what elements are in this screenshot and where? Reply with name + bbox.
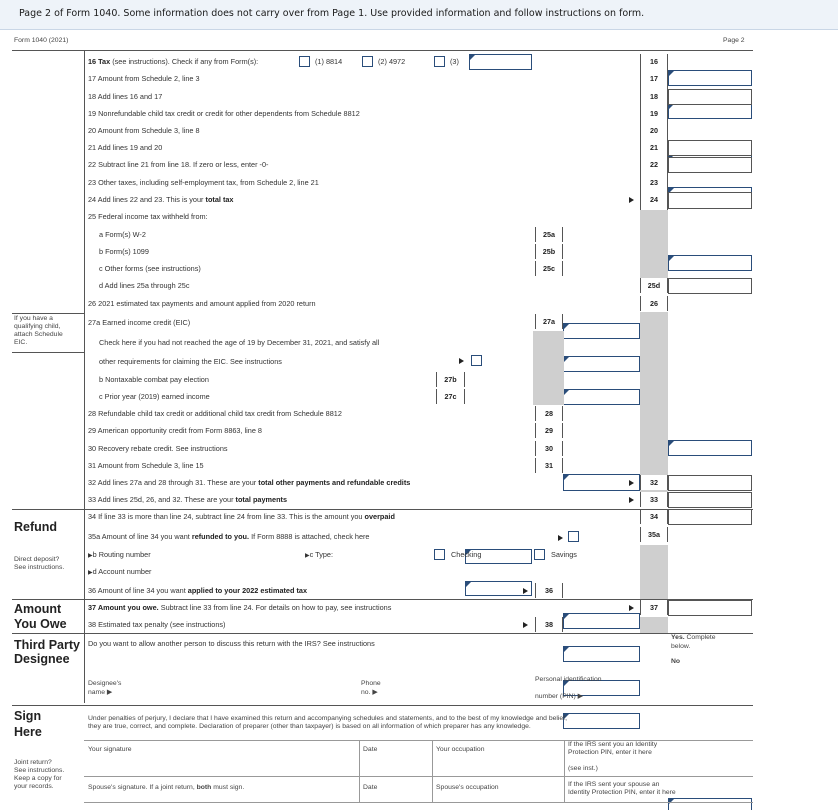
ip-pin-note-2: Protection PIN, enter it here: [568, 749, 652, 756]
line-25d-num: 25d: [640, 278, 668, 293]
gray-block-27: [640, 312, 668, 498]
line-19-num: 19: [650, 109, 658, 118]
form-4972-checkbox[interactable]: [362, 56, 373, 67]
refund-heading: Refund: [14, 520, 58, 534]
arrow-icon: [629, 605, 634, 611]
line-32-num: 32: [640, 475, 668, 490]
signature-mid-rule: [84, 776, 753, 777]
designee-question: Do you want to allow another person to discuss this return with the IRS? See instructions: [88, 639, 375, 648]
line-18-num: 18: [650, 92, 658, 101]
your-signature-label: Your signature: [88, 746, 132, 753]
see-inst-label: (see inst.): [568, 765, 598, 772]
eic-note-2: qualifying child,: [14, 323, 61, 330]
line-22-label: 22 Subtract line 21 from line 18. If zero or less, enter -0-: [88, 160, 269, 169]
section-divider: [84, 51, 85, 703]
line-35b-label: ▶b Routing number: [88, 550, 151, 559]
form-other-checkbox[interactable]: [434, 56, 445, 67]
checking-label: Checking: [451, 550, 482, 559]
form-8814-checkbox[interactable]: [299, 56, 310, 67]
line-38-num: 38: [535, 617, 563, 632]
line-35d-label: ▶d Account number: [88, 567, 152, 576]
designee-phone-label-2: no. ▶: [361, 689, 378, 696]
joint-note-2: See instructions.: [14, 767, 65, 774]
form-name: Form 1040 (2021): [14, 37, 69, 44]
line-37-num: 37: [640, 600, 668, 615]
line-21-label: 21 Add lines 19 and 20: [88, 143, 163, 152]
here-heading: Here: [14, 725, 42, 739]
designee-rule: [12, 633, 753, 634]
line-23-input[interactable]: [668, 255, 752, 271]
direct-deposit-note-2: See instructions.: [14, 564, 65, 571]
date-label: Date: [363, 746, 378, 753]
line-26-input[interactable]: [668, 440, 752, 456]
line-27a-label: 27a Earned income credit (EIC): [88, 318, 191, 327]
amount-heading: Amount: [14, 602, 62, 616]
line-37-label: 37 Amount you owe. Subtract line 33 from line 24. For details on how to pay, see instructions: [88, 603, 392, 612]
line-23-num: 23: [650, 178, 658, 187]
line-25c-input[interactable]: [563, 389, 640, 405]
line-24-value: [668, 192, 752, 209]
line-36-num: 36: [535, 583, 563, 598]
signature-bottom-rule: [84, 802, 753, 803]
line-25-label: 25 Federal income tax withheld from:: [88, 212, 208, 221]
eic-note-4: EIC.: [14, 339, 28, 346]
designee-name-label-1: Designee's: [88, 680, 122, 687]
arrow-icon: [523, 622, 528, 628]
page-number: Page 2: [723, 37, 745, 44]
eic-note-3: attach Schedule: [14, 331, 63, 338]
designee-pin-input[interactable]: [600, 688, 752, 704]
header-rule: [12, 50, 753, 51]
line-38-label: 38 Estimated tax penalty (see instructions): [88, 620, 226, 629]
designee-yes[interactable]: Yes. Complete: [671, 634, 716, 641]
line-22-num: 22: [650, 160, 658, 169]
line-29-label: 29 American opportunity credit from Form 8863, line 8: [88, 426, 262, 435]
line-31-label: 31 Amount from Schedule 3, line 15: [88, 461, 204, 470]
savings-label: Savings: [551, 550, 577, 559]
line-32-value: [668, 475, 752, 491]
form-other-input[interactable]: [469, 54, 532, 70]
line-25a-input[interactable]: [563, 323, 640, 339]
line-21-value: [668, 140, 752, 156]
line-31-input[interactable]: [563, 713, 640, 729]
form-4972-label: (2) 4972: [378, 57, 406, 66]
line-18-label: 18 Add lines 16 and 17: [88, 92, 163, 101]
line-35a-num: 35a: [640, 527, 668, 542]
line-27-check-text-2: other requirements for claiming the EIC. See instructions: [99, 357, 282, 366]
line-24-label: 24 Add lines 22 and 23. This is your total tax: [88, 195, 234, 204]
line-21-num: 21: [650, 143, 658, 152]
line-20-num: 20: [650, 126, 658, 135]
line-35a-input[interactable]: [668, 798, 752, 810]
line-29-num: 29: [535, 423, 563, 438]
line-26-label: 26 2021 estimated tax payments and amount applied from 2020 return: [88, 299, 316, 308]
arrow-icon: [558, 535, 563, 541]
eic-age-checkbox[interactable]: [471, 355, 482, 366]
occupation-label: Your occupation: [436, 746, 485, 753]
line-35c-label: ▶c Type:: [305, 550, 334, 559]
line-20-label: 20 Amount from Schedule 3, line 8: [88, 126, 200, 135]
joint-note-1: Joint return?: [14, 759, 52, 766]
arrow-icon: [459, 358, 464, 364]
line-25c-label: c Other forms (see instructions): [99, 264, 201, 273]
arrow-icon: [523, 588, 528, 594]
line-33-label: 33 Add lines 25d, 26, and 32. These are your total payments: [88, 495, 288, 504]
line-27a-num: 27a: [535, 314, 563, 329]
line-22-value: [668, 157, 752, 173]
form-8814-label: (1) 8814: [315, 57, 343, 66]
line-25d-label: d Add lines 25a through 25c: [99, 281, 190, 290]
sign-rule: [12, 705, 753, 706]
line-18-value: [668, 89, 752, 105]
sig-divider-3: [564, 740, 565, 802]
line-34-value: [668, 509, 752, 525]
line-35a-label: 35a Amount of line 34 you want refunded to you. If Form 8888 is attached, check here: [88, 532, 370, 541]
third-party-heading: Third Party: [14, 638, 80, 652]
designee-name-label-2: name ▶: [88, 689, 113, 696]
sign-heading: Sign: [14, 709, 42, 723]
line-32-label: 32 Add lines 27a and 28 through 31. These are your total other payments and refundable credits: [88, 478, 411, 487]
arrow-icon: [629, 497, 634, 503]
line-31-num: 31: [535, 458, 563, 473]
line-26-num: 26: [640, 296, 668, 311]
joint-note-4: your records.: [14, 783, 54, 790]
perjury-statement-1: Under penalties of perjury, I declare that I have examined this return and accompanying schedules and statements, and to the best of my knowledge and belief,: [88, 715, 567, 722]
designee-no[interactable]: No: [671, 658, 681, 665]
line-24-num: 24: [650, 195, 658, 204]
line-27-check-text-1: Check here if you had not reached the age of 19 by December 31, 2021, and satisfy all: [99, 338, 380, 347]
spouse-occupation-label: Spouse's occupation: [436, 784, 499, 791]
savings-checkbox[interactable]: [534, 549, 545, 560]
line-28-label: 28 Refundable child tax credit or additional child tax credit from Schedule 8812: [88, 409, 342, 418]
perjury-statement-2: they are true, correct, and complete. Declaration of preparer (other than taxpayer) is based on all information of which preparer has any knowledge.: [88, 723, 531, 730]
line-28-input[interactable]: [563, 613, 640, 629]
line-30-num: 30: [535, 441, 563, 456]
line-30-label: 30 Recovery rebate credit. See instructions: [88, 444, 228, 453]
arrow-icon: [629, 197, 634, 203]
line-27c-num: 27c: [436, 389, 465, 404]
line-33-value: [668, 492, 752, 508]
gray-block-35: [640, 545, 668, 599]
line-16-num: 16: [650, 57, 658, 66]
line-37-value: [668, 600, 752, 616]
line-25a-num: 25a: [535, 227, 563, 242]
spouse-ip-pin-note-2: Identity Protection PIN, enter it here: [568, 789, 676, 796]
eic-note-1: If you have a: [14, 315, 53, 322]
line-23-label: 23 Other taxes, including self-employment tax, from Schedule 2, line 21: [88, 178, 319, 187]
line-25a-label: a Form(s) W-2: [99, 230, 146, 239]
spouse-ip-pin-note-1: If the IRS sent your spouse an: [568, 781, 660, 788]
sig-divider-1: [359, 740, 360, 802]
gray-block-25: [640, 210, 668, 278]
joint-note-3: Keep a copy for: [14, 775, 62, 782]
line-17-label: 17 Amount from Schedule 2, line 3: [88, 74, 200, 83]
line-17-num: 17: [650, 74, 658, 83]
line-33-num: 33: [640, 492, 668, 507]
sig-divider-2: [432, 740, 433, 802]
line-27c-label: c Prior year (2019) earned income: [99, 392, 210, 401]
line-27b-num: 27b: [436, 372, 465, 387]
line-34-num: 34: [640, 509, 668, 524]
designee-phone-label-1: Phone: [361, 680, 381, 687]
line-27c-input[interactable]: [465, 581, 532, 596]
spouse-date-label: Date: [363, 784, 378, 791]
designee-yes-below: below.: [671, 643, 691, 650]
arrow-icon: [629, 480, 634, 486]
line-29-input[interactable]: [563, 646, 640, 662]
line-25b-label: b Form(s) 1099: [99, 247, 149, 256]
line-16-input[interactable]: [668, 70, 752, 86]
instruction-banner: Page 2 of Form 1040. Some information does not carry over from Page 1. Use provided information and follow instructions on form.: [0, 0, 838, 30]
designee-heading: Designee: [14, 652, 70, 666]
designee-pin-label-1: Personal identification: [535, 676, 602, 683]
line-25c-num: 25c: [535, 261, 563, 276]
checking-checkbox[interactable]: [434, 549, 445, 560]
spouse-signature-label: Spouse's signature. If a joint return, both must sign.: [88, 784, 245, 791]
line-19-label: 19 Nonrefundable child tax credit or credit for other dependents from Schedule 8812: [88, 109, 360, 118]
form-other-label: (3): [450, 57, 459, 66]
ip-pin-note-1: If the IRS sent you an Identity: [568, 741, 658, 748]
line-25d-value: [668, 278, 752, 294]
form-8888-checkbox[interactable]: [568, 531, 579, 542]
line-25b-num: 25b: [535, 244, 563, 259]
direct-deposit-note-1: Direct deposit?: [14, 556, 60, 563]
line-17-input[interactable]: [668, 103, 752, 119]
line-34-label: 34 If line 33 is more than line 24, subtract line 24 from line 33. This is the amount you overpaid: [88, 512, 395, 521]
gray-block-38: [640, 617, 668, 633]
you-owe-heading: You Owe: [14, 617, 67, 631]
line-16-label: 16 Tax (see instructions). Check if any from Form(s):: [88, 57, 259, 66]
designee-pin-label-2: number (PIN) ▶: [535, 693, 583, 700]
line-36-label: 36 Amount of line 34 you want applied to your 2022 estimated tax: [88, 586, 308, 595]
line-25b-input[interactable]: [563, 356, 640, 372]
line-28-num: 28: [535, 406, 563, 421]
line-27b-label: b Nontaxable combat pay election: [99, 375, 209, 384]
gray-block-27-mid: [533, 331, 564, 405]
